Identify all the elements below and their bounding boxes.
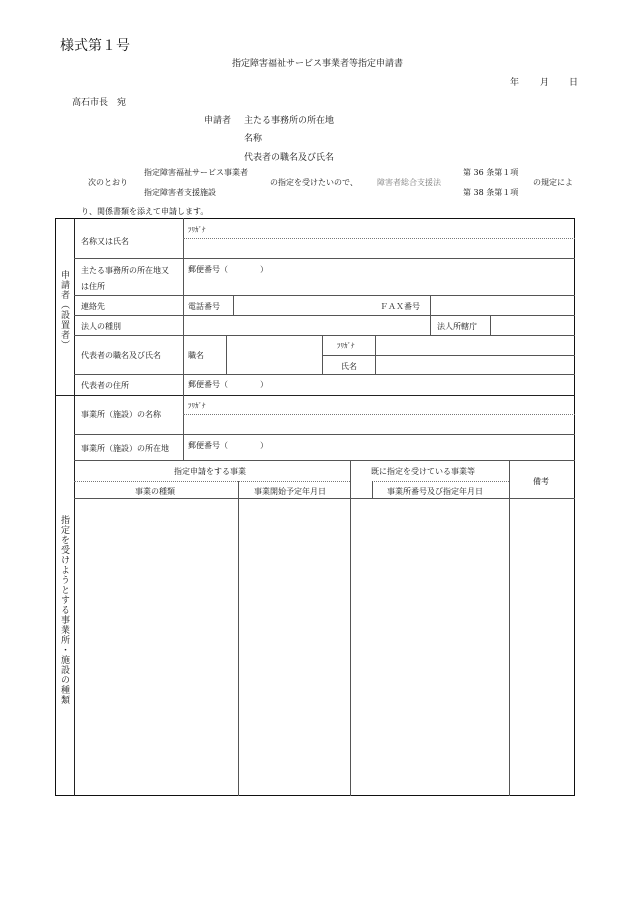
facility-postal-field[interactable]: 郵便番号（ ）	[188, 441, 268, 450]
applicant-label: 申請者	[204, 116, 232, 126]
contact-label: 連絡先	[81, 302, 105, 311]
existing-number-header: 事業所番号及び指定年月日	[387, 487, 483, 496]
existing-number-cell[interactable]	[352, 500, 507, 794]
row-line	[74, 498, 575, 499]
applicant-representative: 代表者の職名及び氏名	[244, 153, 335, 163]
fax-label: ＦＡＸ番号	[380, 302, 420, 311]
statement-article-38[interactable]: 第 38 条第１項	[463, 188, 519, 197]
date-month: 月	[540, 78, 550, 88]
apply-business-header: 指定申請をする事業	[174, 467, 246, 476]
postal-code-field[interactable]: 郵便番号（ ）	[188, 265, 268, 274]
date-day: 日	[569, 78, 579, 88]
col-line	[430, 295, 431, 315]
addressee: 高石市長 宛	[72, 98, 127, 108]
business-type-cell[interactable]	[76, 500, 236, 794]
form-title: 指定障害福祉サービス事業者等指定申請書	[232, 59, 404, 69]
rep-postal-field[interactable]: 郵便番号（ ）	[188, 380, 268, 389]
facility-address-label: 事業所（施設）の所在地	[81, 444, 169, 453]
col-line	[430, 315, 431, 335]
row-line	[74, 315, 575, 316]
applicant-office-location: 主たる事務所の所在地	[244, 116, 335, 126]
business-type-header: 事業の種類	[135, 487, 175, 496]
section-divider	[55, 395, 575, 396]
phone-label: 電話番号	[188, 302, 220, 311]
col-line	[226, 335, 227, 374]
row-line	[74, 335, 575, 336]
corp-authority-field[interactable]	[493, 317, 573, 333]
corp-type-field[interactable]	[186, 317, 426, 333]
position-label: 職名	[188, 351, 204, 360]
rep-label: 代表者の職名及び氏名	[81, 351, 161, 360]
rep-address-label: 代表者の住所	[81, 381, 129, 390]
row-line	[74, 295, 575, 296]
col-line	[509, 460, 510, 796]
date-year: 年	[510, 78, 520, 88]
name-label: 名称又は氏名	[81, 237, 129, 246]
label-column-divider	[183, 218, 184, 395]
statement-article-36[interactable]: 第 36 条第１項	[463, 168, 519, 177]
address-label-line1: 主たる事務所の所在地又	[81, 266, 169, 275]
position-field[interactable]	[229, 338, 319, 372]
existing-business-header: 既に指定を受けている事業等	[371, 467, 475, 476]
statement-prefix: 次のとおり	[88, 178, 128, 187]
col-line	[233, 295, 234, 315]
section2-side-label: 指定を受けようとする事業所・施設の種類	[59, 515, 69, 705]
col-line	[372, 481, 373, 498]
rep-name-label: 氏名	[341, 362, 357, 371]
remarks-cell[interactable]	[511, 500, 573, 794]
name-field[interactable]	[188, 246, 568, 256]
rep-name-field[interactable]	[378, 357, 573, 372]
col-line	[238, 481, 239, 796]
fax-field[interactable]	[433, 297, 573, 313]
row-line	[322, 355, 575, 356]
col-line	[490, 315, 491, 335]
remarks-header: 備考	[533, 477, 549, 486]
statement-option-support-facility[interactable]: 指定障害者支援施設	[144, 188, 216, 197]
applicant-name: 名称	[244, 134, 263, 144]
statement-continuation: り、関係書類を添えて申請します。	[81, 207, 209, 216]
corp-authority-label: 法人所轄庁	[437, 322, 477, 331]
section1-side-label: 申請者（設置者）	[59, 270, 69, 350]
row-line	[74, 434, 575, 435]
furigana-line	[183, 414, 575, 415]
facility-furigana-label: ﾌﾘｶﾞﾅ	[188, 402, 206, 410]
statement-law: 障害者総合支援法	[377, 178, 441, 187]
row-line	[74, 374, 575, 375]
header-subline	[372, 481, 509, 482]
form-number: 様式第１号	[60, 38, 130, 54]
furigana-label: ﾌﾘｶﾞﾅ	[188, 226, 206, 234]
address-label-line2: は住所	[81, 282, 105, 291]
row-line	[74, 258, 575, 259]
corp-type-label: 法人の種別	[81, 322, 121, 331]
header-subline	[74, 481, 350, 482]
rep-furigana-label: ﾌﾘｶﾞﾅ	[337, 342, 355, 350]
statement-option-service-provider[interactable]: 指定障害福祉サービス事業者	[144, 168, 248, 177]
start-date-cell[interactable]	[240, 500, 348, 794]
facility-name-label: 事業所（施設）の名称	[81, 410, 161, 419]
facility-name-field[interactable]	[188, 418, 568, 430]
furigana-line	[183, 238, 575, 239]
label-column-divider	[183, 395, 184, 460]
side-label-divider	[74, 218, 75, 796]
start-date-header: 事業開始予定年月日	[254, 487, 326, 496]
statement-middle: の指定を受けたいので、	[270, 178, 358, 187]
row-line	[74, 460, 575, 461]
statement-suffix: の規定によ	[533, 178, 573, 187]
col-line	[350, 460, 351, 796]
